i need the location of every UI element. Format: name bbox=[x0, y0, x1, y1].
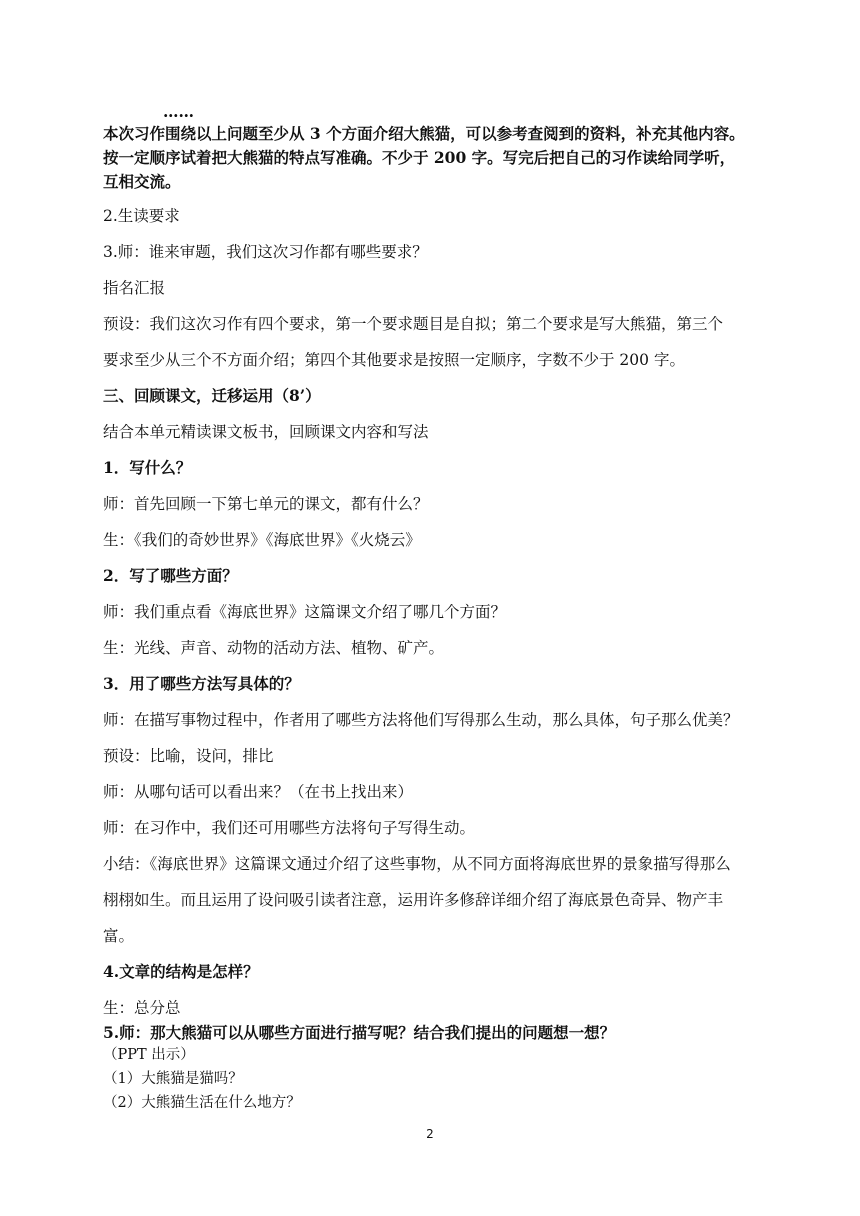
text-line: 师：在习作中，我们还可用哪些方法将句子写得生动。 bbox=[103, 819, 476, 837]
subheading: 5.师：那大熊猫可以从哪些方面进行描写呢？结合我们提出的问题想一想？ bbox=[103, 1023, 616, 1042]
text-line: 生：光线、声音、动物的活动方法、植物、矿产。 bbox=[103, 639, 445, 657]
text-line: 要求至少从三个不方面介绍；第四个其他要求是按照一定顺序，字数不少于 200 字。 bbox=[103, 351, 685, 369]
subheading: 3．用了哪些方法写具体的？ bbox=[103, 674, 300, 693]
text-line: （2）大熊猫生活在什么地方？ bbox=[103, 1095, 301, 1111]
section-heading: 三、回顾课文，迁移运用（8’） bbox=[103, 386, 321, 405]
text-line: 按一定顺序试着把大熊猫的特点写准确。不少于 200 字。写完后把自己的习作读给同学听， bbox=[103, 148, 736, 167]
text-line: 小结：《海底世界》这篇课文通过介绍了这些事物，从不同方面将海底世界的景象描写得那么 bbox=[103, 855, 731, 873]
ellipsis: …… bbox=[163, 102, 194, 121]
page-number: 2 bbox=[426, 1127, 434, 1141]
text-line: 师：在描写事物过程中，作者用了哪些方法将他们写得那么生动，那么具体，句子那么优美？ bbox=[103, 711, 739, 729]
text-line: 互相交流。 bbox=[103, 172, 181, 191]
text-line: 富。 bbox=[103, 927, 135, 945]
text-line: 结合本单元精读课文板书，回顾课文内容和写法 bbox=[103, 423, 429, 441]
text-line: 生：《我们的奇妙世界》《海底世界》《火烧云》 bbox=[103, 531, 421, 549]
subheading: 1．写什么？ bbox=[103, 458, 192, 477]
text-line: 师：从哪句话可以看出来？（在书上找出来） bbox=[103, 783, 414, 801]
text-line: 本次习作围绕以上问题至少从 3 个方面介绍大熊猫，可以参考查阅到的资料，补充其他内容。 bbox=[103, 124, 745, 143]
text-line: 指名汇报 bbox=[103, 279, 166, 297]
text-line: （1）大熊猫是猫吗？ bbox=[103, 1071, 243, 1087]
text-line: 预设：比喻，设问，排比 bbox=[103, 747, 274, 765]
text-line: （PPT 出示） bbox=[103, 1047, 195, 1063]
subheading: 4.文章的结构是怎样？ bbox=[103, 962, 259, 981]
subheading: 2．写了哪些方面？ bbox=[103, 566, 238, 585]
text-line: 师：我们重点看《海底世界》这篇课文介绍了哪几个方面？ bbox=[103, 603, 507, 621]
text-line: 生：总分总 bbox=[103, 999, 181, 1017]
text-line: 栩栩如生。而且运用了设问吸引读者注意，运用许多修辞详细介绍了海底景色奇异、物产丰 bbox=[103, 891, 724, 909]
text-line: 2.生读要求 bbox=[103, 207, 180, 225]
text-line: 预设：我们这次习作有四个要求，第一个要求题目是自拟；第二个要求是写大熊猫，第三个 bbox=[103, 315, 724, 333]
text-line: 3.师：谁来审题，我们这次习作都有哪些要求？ bbox=[103, 243, 428, 261]
text-line: 师：首先回顾一下第七单元的课文，都有什么？ bbox=[103, 495, 429, 513]
